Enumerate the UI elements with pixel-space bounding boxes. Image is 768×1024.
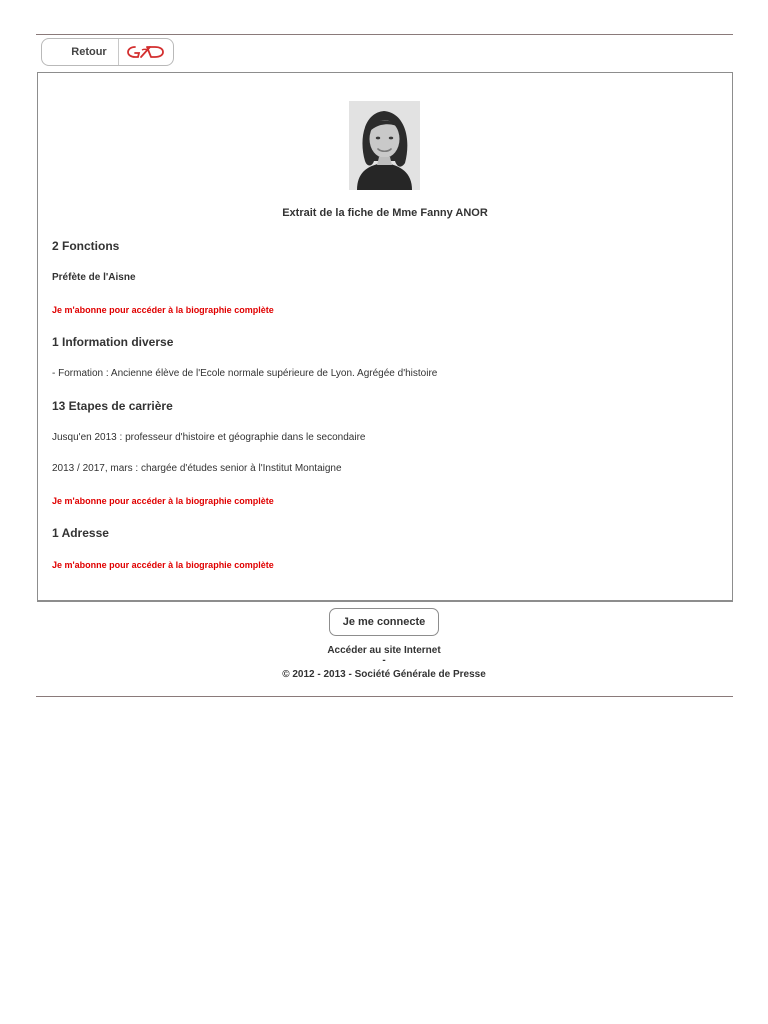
subscribe-link-address[interactable]: Je m'abonne pour accéder à la biographie complète: [52, 560, 274, 570]
section-title-career: 13 Etapes de carrière: [52, 399, 173, 413]
function-item: Préfète de l'Aisne: [52, 272, 136, 283]
subscribe-link-career[interactable]: Je m'abonne pour accéder à la biographie complète: [52, 496, 274, 506]
footer-separator: -: [382, 655, 386, 666]
bottom-divider: [36, 696, 733, 697]
portrait-photo: [349, 101, 420, 190]
profile-title: Extrait de la fiche de Mme Fanny ANOR: [282, 207, 488, 219]
back-button[interactable]: Retour: [71, 46, 107, 58]
connect-button[interactable]: Je me connecte: [329, 608, 439, 636]
profile-card: [37, 72, 733, 602]
subscribe-link-functions[interactable]: Je m'abonne pour accéder à la biographie complète: [52, 305, 274, 315]
top-toolbar: [41, 38, 174, 66]
section-title-info: 1 Information diverse: [52, 335, 174, 349]
site-link[interactable]: Accéder au site Internet: [327, 645, 441, 656]
section-title-address: 1 Adresse: [52, 526, 109, 540]
top-divider: [36, 34, 733, 35]
career-item: Jusqu'en 2013 : professeur d'histoire et géographie dans le secondaire: [52, 432, 366, 443]
info-item: - Formation : Ancienne élève de l'Ecole normale supérieure de Lyon. Agrégée d'histoire: [52, 368, 438, 379]
section-title-functions: 2 Fonctions: [52, 239, 120, 253]
gsp-logo-icon[interactable]: [118, 39, 173, 65]
career-item: 2013 / 2017, mars : chargée d'études senior à l'Institut Montaigne: [52, 463, 342, 474]
copyright-text: © 2012 - 2013 - Société Générale de Presse: [282, 669, 486, 680]
